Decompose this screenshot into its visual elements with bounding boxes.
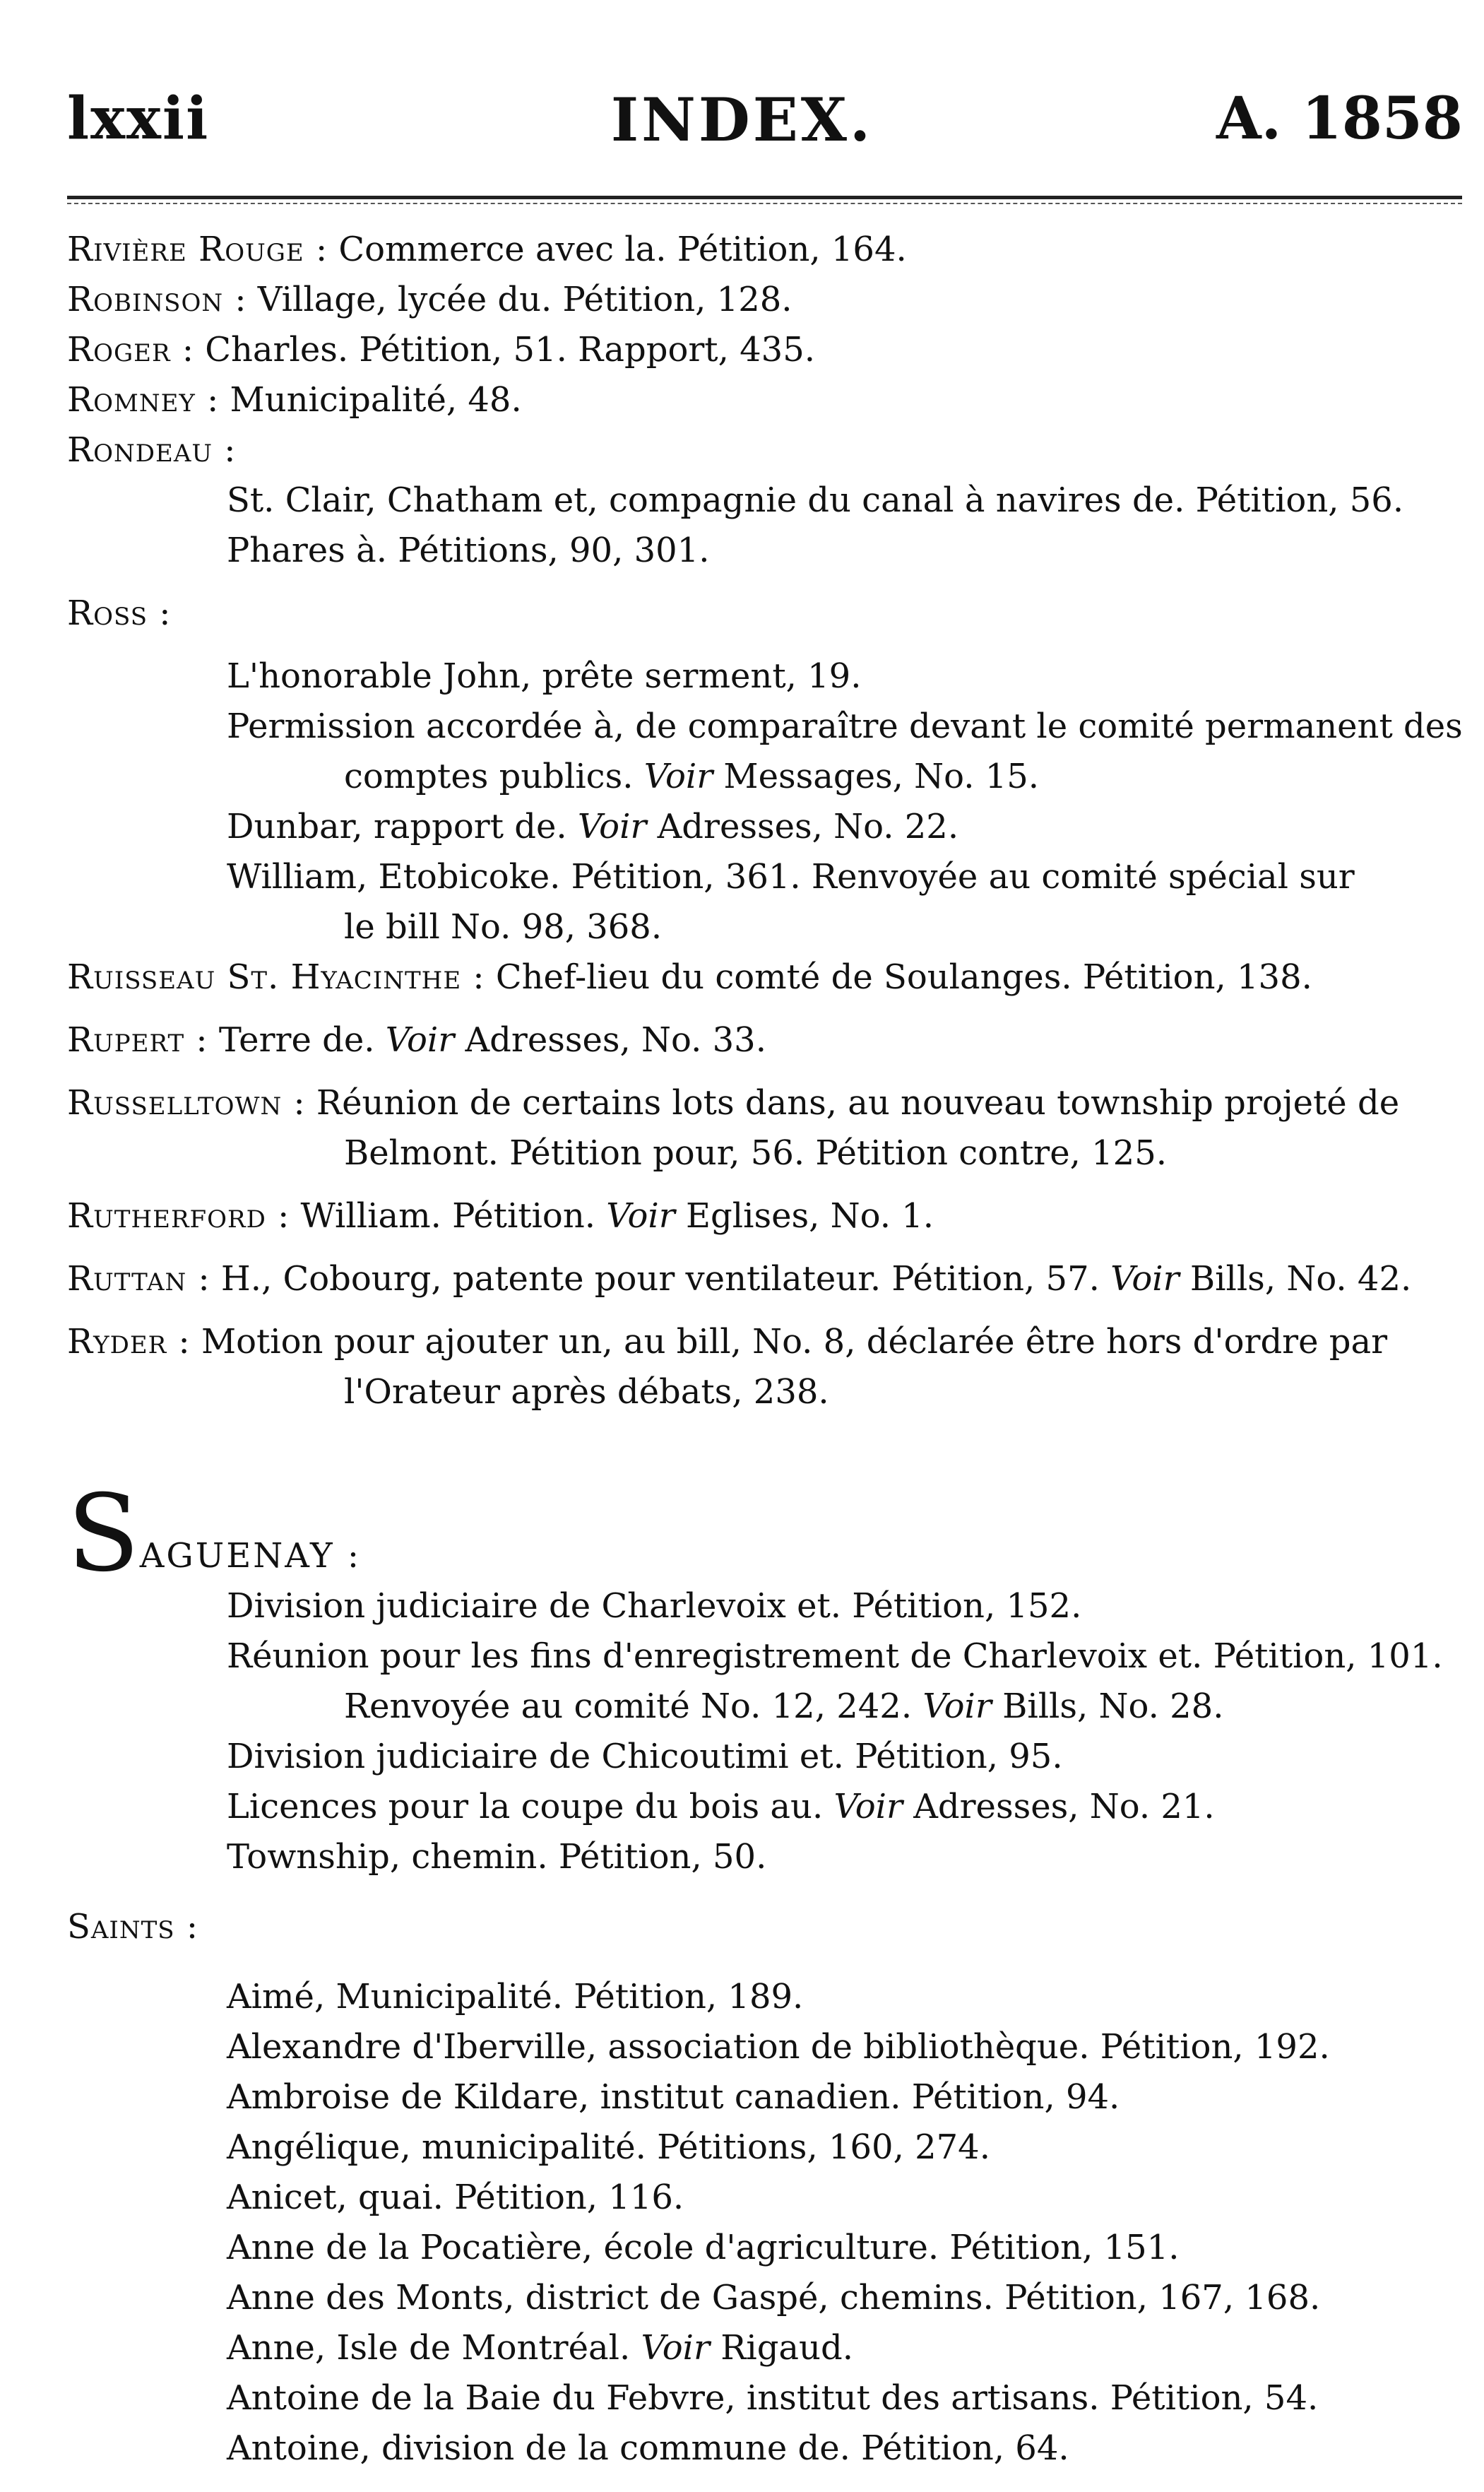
entry-head: AGUENAY : xyxy=(139,1536,362,1576)
text: William. Pétition. xyxy=(290,1196,607,1236)
entry-head: Ruisseau St. Hyacinthe : xyxy=(67,957,485,997)
subentry: Permission accordée à, de comparaître devant le comité permanent des xyxy=(227,707,1463,746)
entry-head: Ruttan : xyxy=(67,1259,210,1299)
entry-text: Charles. Pétition, 51. Rapport, 435. xyxy=(194,330,815,370)
list-item: Anicet, quai. Pétition, 116. xyxy=(227,2178,684,2217)
entry-head: Saints : xyxy=(67,1907,199,1947)
index-body xyxy=(67,225,1466,2474)
subentry: Township, chemin. Pétition, 50. xyxy=(227,1837,767,1877)
entry-head: Ryder : xyxy=(67,1322,191,1362)
entry-text: Motion pour ajouter un, au bill, No. 8, déclarée être hors d'ordre par xyxy=(190,1322,1388,1362)
entry-text: Commerce avec la. Pétition, 164. xyxy=(328,230,907,269)
subentry: St. Clair, Chatham et, compagnie du canal à navires de. Pétition, 56. xyxy=(227,480,1404,520)
voir-ref: Voir xyxy=(641,2328,710,2368)
text: H., Cobourg, patente pour ventilateur. Pétition, 57. xyxy=(210,1259,1111,1299)
entry-head: Rutherford : xyxy=(67,1196,290,1236)
entry-riviere-rouge xyxy=(67,225,1466,275)
entry-text: Chef-lieu du comté de Soulanges. Pétition, 138. xyxy=(485,957,1312,997)
page-year: A. 1858 xyxy=(1216,85,1463,153)
list-item: Aimé, Municipalité. Pétition, 189. xyxy=(227,1977,804,2016)
list-item: Ambroise de Kildare, institut canadien. Pétition, 94. xyxy=(227,2077,1120,2117)
entry-ryder xyxy=(67,1317,1466,1367)
entry-rupert xyxy=(67,1015,1466,1065)
entry-head: Roger : xyxy=(67,330,195,370)
subentry: Phares à. Pétitions, 90, 301. xyxy=(227,531,710,570)
subentry-continued xyxy=(67,1682,1466,1732)
subentry xyxy=(67,802,1466,852)
page-header xyxy=(0,85,1484,163)
text: Renvoyée au comité No. 12, 242. xyxy=(344,1687,923,1726)
voir-ref: Voir xyxy=(833,1787,903,1826)
subentry: Division judiciaire de Charlevoix et. Pétition, 152. xyxy=(227,1586,1082,1626)
text: Licences pour la coupe du bois au. xyxy=(227,1787,834,1826)
list-item: Antoine, division de la commune de. Pétition, 64. xyxy=(227,2428,1069,2468)
list-item: Alexandre d'Iberville, association de bibliothèque. Pétition, 192. xyxy=(227,2027,1330,2067)
subentry xyxy=(67,1782,1466,1832)
subentry: Division judiciaire de Chicoutimi et. Pétition, 95. xyxy=(227,1737,1063,1776)
text: Messages, No. 15. xyxy=(713,757,1040,796)
entry-ruisseau xyxy=(67,952,1466,1003)
header-rule xyxy=(67,196,1462,199)
entry-continued: Belmont. Pétition pour, 56. Pétition contre, 125. xyxy=(344,1133,1168,1173)
entry-head: Rondeau : xyxy=(67,430,237,470)
voir-ref: Voir xyxy=(385,1020,455,1060)
text: Adresses, No. 33. xyxy=(454,1020,766,1060)
list-item xyxy=(67,2323,1466,2373)
text: Anne, Isle de Montréal. xyxy=(227,2328,641,2368)
text: comptes publics. xyxy=(344,757,644,796)
entry-rondeau xyxy=(67,425,1466,476)
entry-head: Russelltown : xyxy=(67,1083,306,1123)
entry-continued: l'Orateur après débats, 238. xyxy=(344,1372,829,1412)
drop-cap: S xyxy=(67,1472,140,1595)
entry-text: Réunion de certains lots dans, au nouveau township projeté de xyxy=(305,1083,1400,1123)
entry-head: Romney : xyxy=(67,380,220,420)
entry-head: Ross : xyxy=(67,594,172,633)
header-rule-dashed xyxy=(67,203,1462,204)
text: Bills, No. 42. xyxy=(1179,1259,1412,1299)
text: Adresses, No. 22. xyxy=(646,807,959,846)
list-item: Anne des Monts, district de Gaspé, chemins. Pétition, 167, 168. xyxy=(227,2278,1321,2317)
list-item: Angélique, municipalité. Pétitions, 160, 274. xyxy=(227,2127,990,2167)
entry-head: Rupert : xyxy=(67,1020,208,1060)
voir-ref: Voir xyxy=(577,807,647,846)
list-item: Antoine de la Baie du Febvre, institut des artisans. Pétition, 54. xyxy=(227,2378,1319,2418)
voir-ref: Voir xyxy=(606,1196,675,1236)
entry-head: Robinson : xyxy=(67,280,247,319)
subentry: William, Etobicoke. Pétition, 361. Renvoyée au comité spécial sur xyxy=(227,857,1355,897)
entry-ross xyxy=(67,589,1466,639)
text: Adresses, No. 21. xyxy=(902,1787,1215,1826)
entry-ruttan xyxy=(67,1254,1466,1304)
text: Bills, No. 28. xyxy=(991,1687,1224,1726)
subentry-continued xyxy=(67,752,1466,802)
entry-romney xyxy=(67,375,1466,425)
text: Eglises, No. 1. xyxy=(675,1196,934,1236)
text: Dunbar, rapport de. xyxy=(227,807,578,846)
voir-ref: Voir xyxy=(1110,1259,1180,1299)
voir-ref: Voir xyxy=(922,1687,992,1726)
voir-ref: Voir xyxy=(643,757,713,796)
subentry-continued: le bill No. 98, 368. xyxy=(344,907,663,947)
page-title: INDEX. xyxy=(610,85,874,155)
text: Rigaud. xyxy=(709,2328,853,2368)
text: Terre de. xyxy=(208,1020,386,1060)
entry-russelltown xyxy=(67,1078,1466,1128)
entry-head: Rivière Rouge : xyxy=(67,230,328,269)
page-folio: lxxii xyxy=(67,85,210,153)
entry-text: Village, lycée du. Pétition, 128. xyxy=(247,280,793,319)
entry-saguenay xyxy=(67,1472,1466,1595)
subentry: Réunion pour les fins d'enregistrement de Charlevoix et. Pétition, 101. xyxy=(227,1636,1443,1676)
entry-roger xyxy=(67,325,1466,375)
entry-text: Municipalité, 48. xyxy=(219,380,522,420)
list-item: Anne de la Pocatière, école d'agriculture. Pétition, 151. xyxy=(227,2228,1180,2267)
entry-rutherford xyxy=(67,1191,1466,1241)
entry-robinson xyxy=(67,275,1466,325)
entry-saints xyxy=(67,1902,1466,1952)
subentry: L'honorable John, prête serment, 19. xyxy=(227,656,862,696)
